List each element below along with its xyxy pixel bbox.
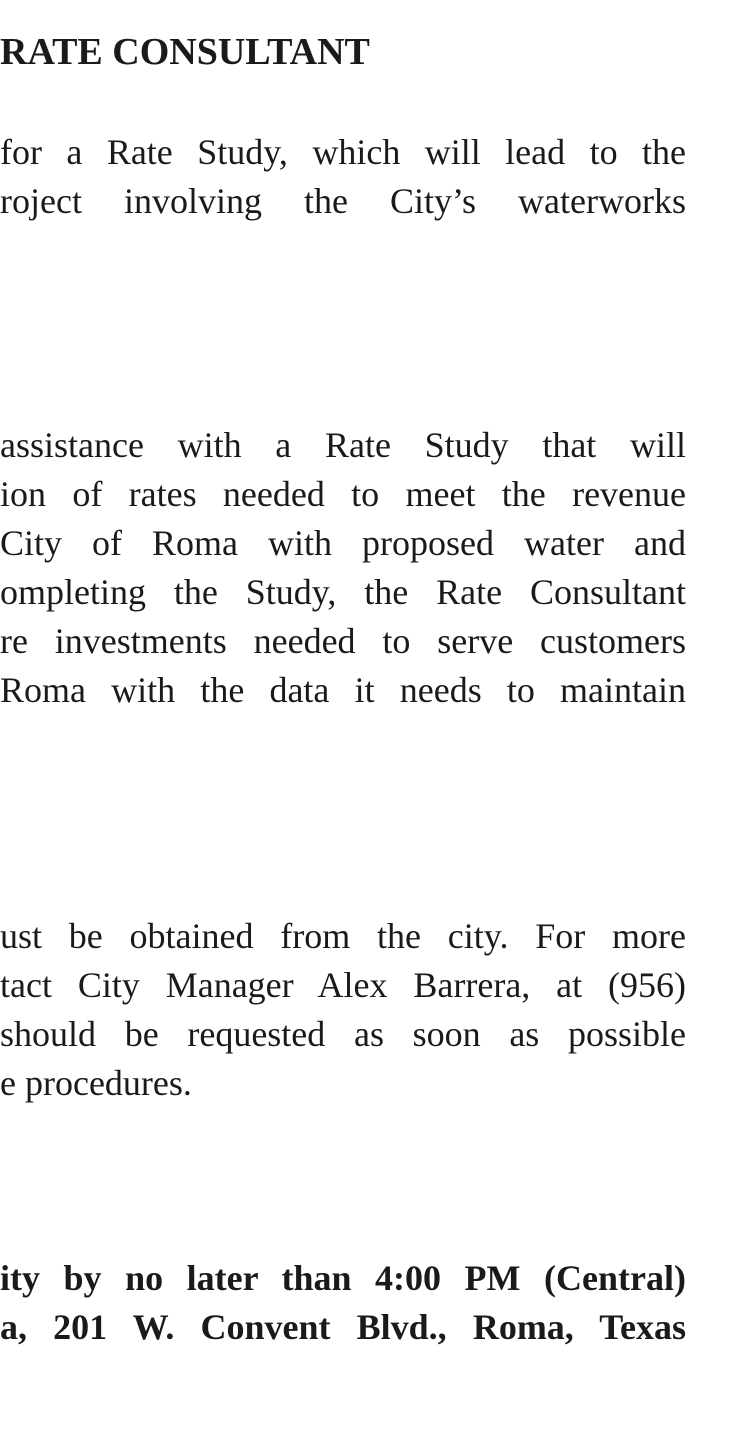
text-line: City of Roma with proposed water and [0,523,686,563]
text-line: ion of rates needed to meet the revenue [0,474,686,514]
text-line: ust be obtained from the city. For more [0,916,686,956]
text-line: assistance with a Rate Study that will [0,425,686,465]
text-line: for a Rate Study, which will lead to the [0,132,686,172]
text-line: ompleting the Study, the Rate Consultant [0,572,686,612]
text-line: roject involving the City’s waterworks [0,181,686,221]
text-line: should be requested as soon as possible [0,1014,686,1054]
text-line: Roma with the data it needs to maintain [0,670,686,710]
text-line: ity by no later than 4:00 PM (Central) [0,1258,686,1298]
text-line: e procedures. [0,1063,192,1103]
text-line: re investments needed to serve customers [0,621,686,661]
text-line: a, 201 W. Convent Blvd., Roma, Texas [0,1307,686,1347]
section-heading: RATE CONSULTANT [0,31,370,73]
text-line: tact City Manager Alex Barrera, at (956) [0,965,686,1005]
